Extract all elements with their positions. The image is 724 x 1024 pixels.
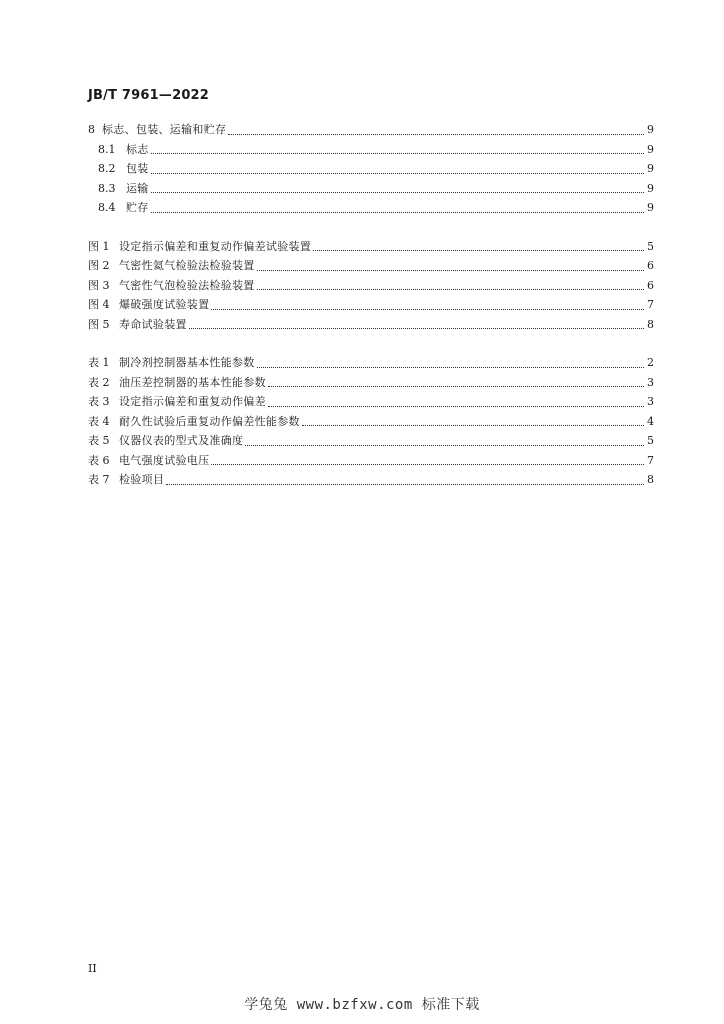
toc-entry-number: 表 6 bbox=[88, 453, 110, 467]
leader-dots bbox=[151, 153, 644, 154]
toc-entry-page: 3 bbox=[647, 375, 654, 389]
leader-dots bbox=[166, 484, 644, 485]
leader-dots bbox=[211, 464, 644, 465]
toc-entry-number: 表 1 bbox=[88, 356, 110, 369]
toc-table-3[interactable] bbox=[88, 392, 654, 412]
toc-entry-number: 表 4 bbox=[88, 414, 110, 428]
toc-table-5[interactable] bbox=[88, 431, 654, 451]
watermark-text: 学兔兔 www.bzfxw.com 标准下载 bbox=[244, 997, 480, 1013]
toc-entry-page: 2 bbox=[647, 356, 654, 369]
toc-entry-page: 6 bbox=[647, 259, 654, 272]
toc-entry-number: 表 5 bbox=[88, 434, 110, 447]
toc-entry-title: 包装 bbox=[126, 162, 149, 175]
toc-entry-title: 仪器仪表的型式及准确度 bbox=[119, 434, 244, 447]
toc-chapter-8[interactable] bbox=[88, 120, 654, 140]
section-gap bbox=[88, 218, 654, 237]
toc-section-8-2[interactable] bbox=[88, 159, 654, 179]
toc-entry-title: 运输 bbox=[126, 181, 149, 195]
toc-entry-title: 寿命试验装置 bbox=[119, 317, 187, 331]
leader-dots bbox=[151, 192, 644, 193]
toc-entry-page: 9 bbox=[647, 162, 654, 175]
toc-section-8-3[interactable] bbox=[88, 179, 654, 199]
standard-number: JB/T 7961—2022 bbox=[88, 88, 210, 103]
leader-dots bbox=[257, 270, 644, 271]
toc-section-8-4[interactable] bbox=[88, 198, 654, 218]
toc-table-1[interactable] bbox=[88, 353, 654, 373]
toc-entry-page: 5 bbox=[647, 239, 654, 253]
toc-entry-number: 8.2 bbox=[98, 162, 116, 175]
toc-entry-page: 3 bbox=[647, 395, 654, 408]
toc-entry-number: 表 3 bbox=[88, 395, 110, 408]
toc-entry-number: 8.4 bbox=[98, 201, 116, 214]
toc-table-7[interactable] bbox=[88, 470, 654, 490]
toc-entry-number: 图 3 bbox=[88, 278, 110, 292]
toc-section-8-1[interactable] bbox=[88, 140, 654, 160]
leader-dots bbox=[151, 212, 644, 213]
toc-table-6[interactable] bbox=[88, 451, 654, 471]
toc-entry-number: 图 1 bbox=[88, 239, 110, 253]
leader-dots bbox=[151, 173, 644, 174]
leader-dots bbox=[268, 406, 644, 407]
toc-figure-5[interactable] bbox=[88, 315, 654, 335]
toc-entry-title: 设定指示偏差和重复动作偏差 bbox=[119, 395, 266, 408]
toc-entry-title: 气密性氦气检验法检验装置 bbox=[119, 259, 255, 272]
toc-entry-page: 5 bbox=[647, 434, 654, 447]
toc-entry-title: 标志 bbox=[126, 142, 149, 156]
toc-entry-page: 8 bbox=[647, 473, 654, 486]
toc-entry-title: 气密性气泡检验法检验装置 bbox=[119, 278, 255, 292]
leader-dots bbox=[257, 367, 644, 368]
leader-dots bbox=[268, 386, 644, 387]
toc-entry-title: 标志、包装、运输和贮存 bbox=[102, 123, 227, 136]
table-of-contents bbox=[88, 120, 654, 490]
page-number-roman: II bbox=[88, 962, 97, 975]
toc-entry-page: 4 bbox=[647, 414, 654, 428]
toc-figure-2[interactable] bbox=[88, 256, 654, 276]
leader-dots bbox=[302, 425, 644, 426]
toc-entry-number: 图 2 bbox=[88, 259, 110, 272]
toc-entry-page: 7 bbox=[647, 453, 654, 467]
toc-entry-number: 8.3 bbox=[98, 181, 116, 195]
toc-entry-page: 9 bbox=[647, 201, 654, 214]
toc-entry-number: 图 5 bbox=[88, 317, 110, 331]
toc-entry-title: 制冷剂控制器基本性能参数 bbox=[119, 356, 255, 369]
leader-dots bbox=[257, 289, 644, 290]
toc-entry-title: 耐久性试验后重复动作偏差性能参数 bbox=[119, 414, 300, 428]
toc-table-2[interactable] bbox=[88, 373, 654, 393]
toc-entry-number: 表 7 bbox=[88, 473, 110, 486]
section-gap bbox=[88, 334, 654, 353]
toc-entry-page: 9 bbox=[647, 142, 654, 156]
toc-entry-title: 检验项目 bbox=[119, 473, 165, 486]
toc-entry-title: 油压差控制器的基本性能参数 bbox=[119, 375, 266, 389]
toc-figure-3[interactable] bbox=[88, 276, 654, 296]
toc-entry-number: 8.1 bbox=[98, 142, 116, 156]
leader-dots bbox=[211, 309, 644, 310]
toc-entry-title: 贮存 bbox=[126, 201, 149, 214]
toc-entry-page: 9 bbox=[647, 181, 654, 195]
toc-entry-page: 6 bbox=[647, 278, 654, 292]
toc-entry-page: 9 bbox=[647, 123, 654, 136]
toc-entry-title: 设定指示偏差和重复动作偏差试验装置 bbox=[119, 239, 312, 253]
toc-figure-1[interactable] bbox=[88, 237, 654, 257]
toc-figure-4[interactable] bbox=[88, 295, 654, 315]
leader-dots bbox=[313, 250, 644, 251]
toc-entry-page: 7 bbox=[647, 298, 654, 311]
toc-entry-number: 8 bbox=[88, 123, 95, 136]
toc-entry-title: 爆破强度试验装置 bbox=[119, 298, 210, 311]
toc-entry-number: 图 4 bbox=[88, 298, 110, 311]
leader-dots bbox=[228, 134, 644, 135]
toc-entry-number: 表 2 bbox=[88, 375, 110, 389]
leader-dots bbox=[189, 328, 644, 329]
leader-dots bbox=[245, 445, 644, 446]
toc-entry-page: 8 bbox=[647, 317, 654, 331]
toc-table-4[interactable] bbox=[88, 412, 654, 432]
toc-entry-title: 电气强度试验电压 bbox=[119, 453, 210, 467]
